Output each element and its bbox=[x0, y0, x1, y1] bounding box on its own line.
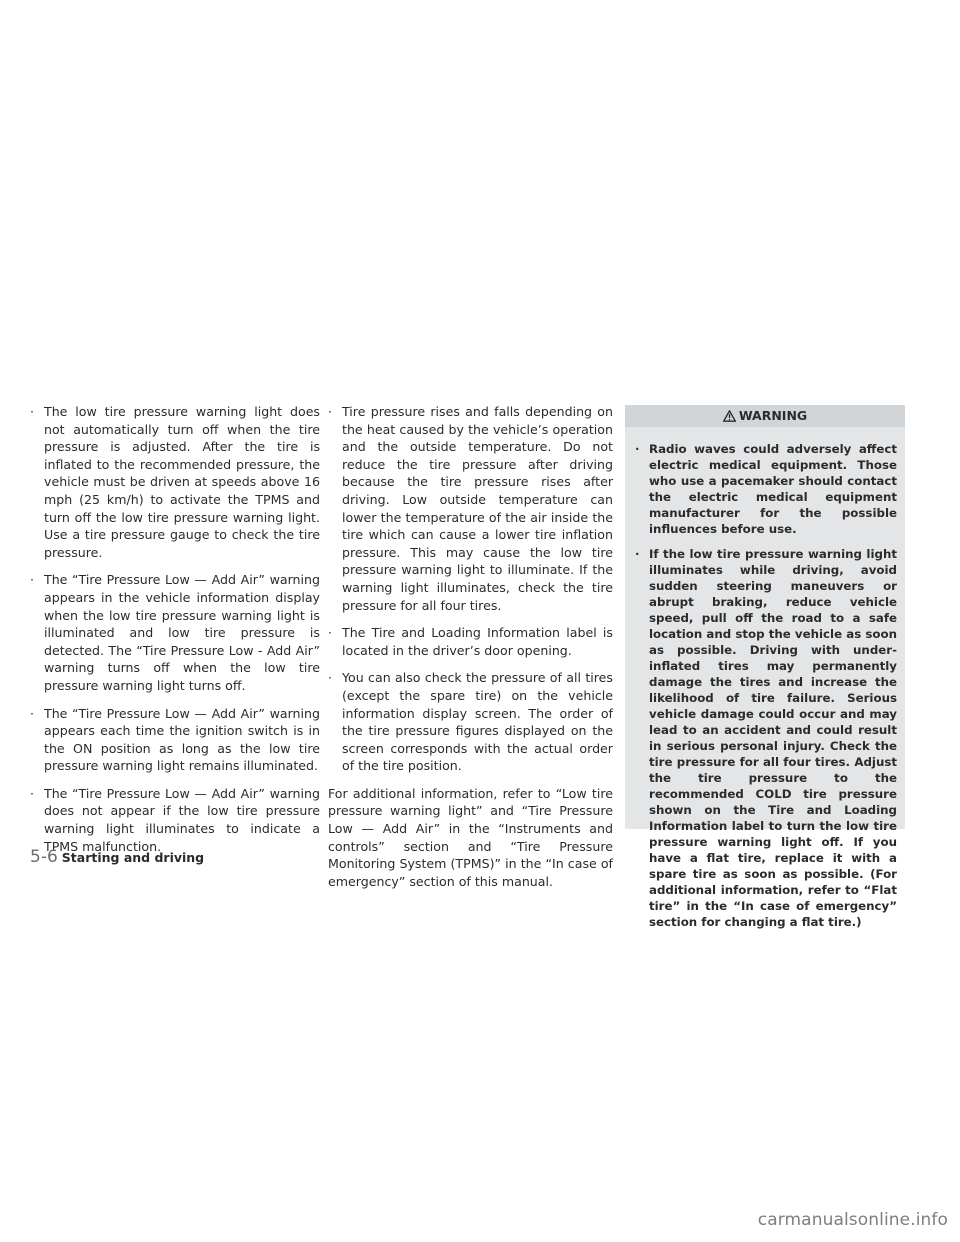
section-title: Starting and driving bbox=[61, 850, 205, 865]
bullet-marker: · bbox=[30, 404, 35, 419]
bullet-marker: · bbox=[328, 670, 333, 686]
warning-triangle-icon bbox=[723, 410, 736, 422]
list-item bbox=[328, 403, 613, 614]
bullet-marker: · bbox=[30, 572, 35, 588]
list-item-text: Tire pressure rises and falls depending on the heat caused by the vehicle’s operation and the outside temperature. Do not reduce the tire pressure after driving because the tire pressure rises after driving. Low outside temperature can lower the temperature of the air inside the tire which can cause a lower tire inflation pressure. This may cause the low tire pressure warning light to illuminate. If the warning light illuminates, check the tire pressure for all four tires. bbox=[342, 404, 613, 613]
list-item-text: The “Tire Pressure Low — Add Air” warning does not appear if the low tire pressure warning light illuminates to indicate a TPMS malfunction. bbox=[44, 785, 320, 854]
list-item-text: The “Tire Pressure Low — Add Air” warning appears each time the ignition switch is in the ON position as long as the low tire pressure warning light remains illuminated. bbox=[44, 705, 320, 774]
list-item-text: The Tire and Loading Information label is located in the driver’s door opening. bbox=[342, 625, 613, 658]
warning-item bbox=[635, 546, 897, 930]
bullet-marker: · bbox=[30, 705, 35, 721]
page-footer bbox=[30, 847, 204, 867]
warning-header bbox=[625, 405, 905, 427]
list-item bbox=[30, 785, 320, 855]
warning-item bbox=[635, 441, 897, 537]
warning-title: WARNING bbox=[738, 408, 808, 423]
bullet-marker: · bbox=[328, 404, 333, 419]
warning-item-text: If the low tire pressure warning light illuminates while driving, avoid sudden steering maneuvers or abrupt braking, reduce vehicle speed, pull off the road to a safe location and stop the vehicle as soon as possible. Driving with under-inflated tires may permanently damage the tires and increase the likelihood of tire failure. Serious vehicle damage could occur and may lead to an accident and could result in serious personal injury. Check the tire pressure for all four tires. Adjust the tire pressure to the recommended COLD tire pressure shown on the Tire and Loading Information label to turn the low tire pressure warning light off. If you have a flat tire, replace it with a spare tire as soon as possible. (For additional information, refer to “Flat tire” in the “In case of emergency” section for changing a flat tire.) bbox=[649, 547, 897, 929]
left-column bbox=[30, 403, 320, 865]
list-item-text: The low tire pressure warning light does not automatically turn off when the tire pressure is adjusted. After the tire is inflated to the recommended pressure, the vehicle must be driven at speeds above 16 mph (25 km/h) to activate the TPMS and turn off the low tire pressure warning light. Use a tire pressure gauge to check the tire pressure. bbox=[44, 404, 320, 560]
list-item-text: The “Tire Pressure Low — Add Air” warning appears in the vehicle information display when the low tire pressure warning light is illuminated and low tire pressure is detected. The “Tire Pressure Low - Add Air” warning turns off when the low tire pressure warning light turns off. bbox=[44, 572, 320, 693]
bullet-marker: · bbox=[328, 625, 333, 641]
warning-item-text: Radio waves could adversely affect electric medical equipment. Those who use a pacemaker should contact the electric medical equipment manufacturer for the possible influences before use. bbox=[649, 442, 897, 536]
warning-box bbox=[625, 405, 905, 929]
bullet-marker: · bbox=[635, 442, 640, 456]
list-item bbox=[328, 624, 613, 659]
list-item-text: You can also check the pressure of all tires (except the spare tire) on the vehicle information display screen. The order of the tire pressure figures displayed on the screen corresponds with the actual order of the tire position. bbox=[342, 670, 613, 774]
watermark: carmanualsonline.info bbox=[757, 1210, 948, 1230]
middle-column bbox=[328, 403, 613, 890]
bullet-marker: · bbox=[30, 785, 35, 801]
list-item bbox=[30, 403, 320, 561]
list-item bbox=[328, 669, 613, 775]
page-number: 5-6 bbox=[30, 847, 58, 867]
list-item bbox=[30, 705, 320, 775]
bullet-marker: · bbox=[635, 547, 640, 561]
list-item bbox=[30, 571, 320, 694]
additional-info-paragraph: For additional information, refer to “Low tire pressure warning light” and “Tire Pressure Low — Add Air” in the “Instruments and controls” section and “Tire Pressure Monitoring System (TPMS)” in the “In case of emergency” section of this manual. bbox=[328, 785, 613, 889]
warning-body bbox=[635, 441, 897, 939]
